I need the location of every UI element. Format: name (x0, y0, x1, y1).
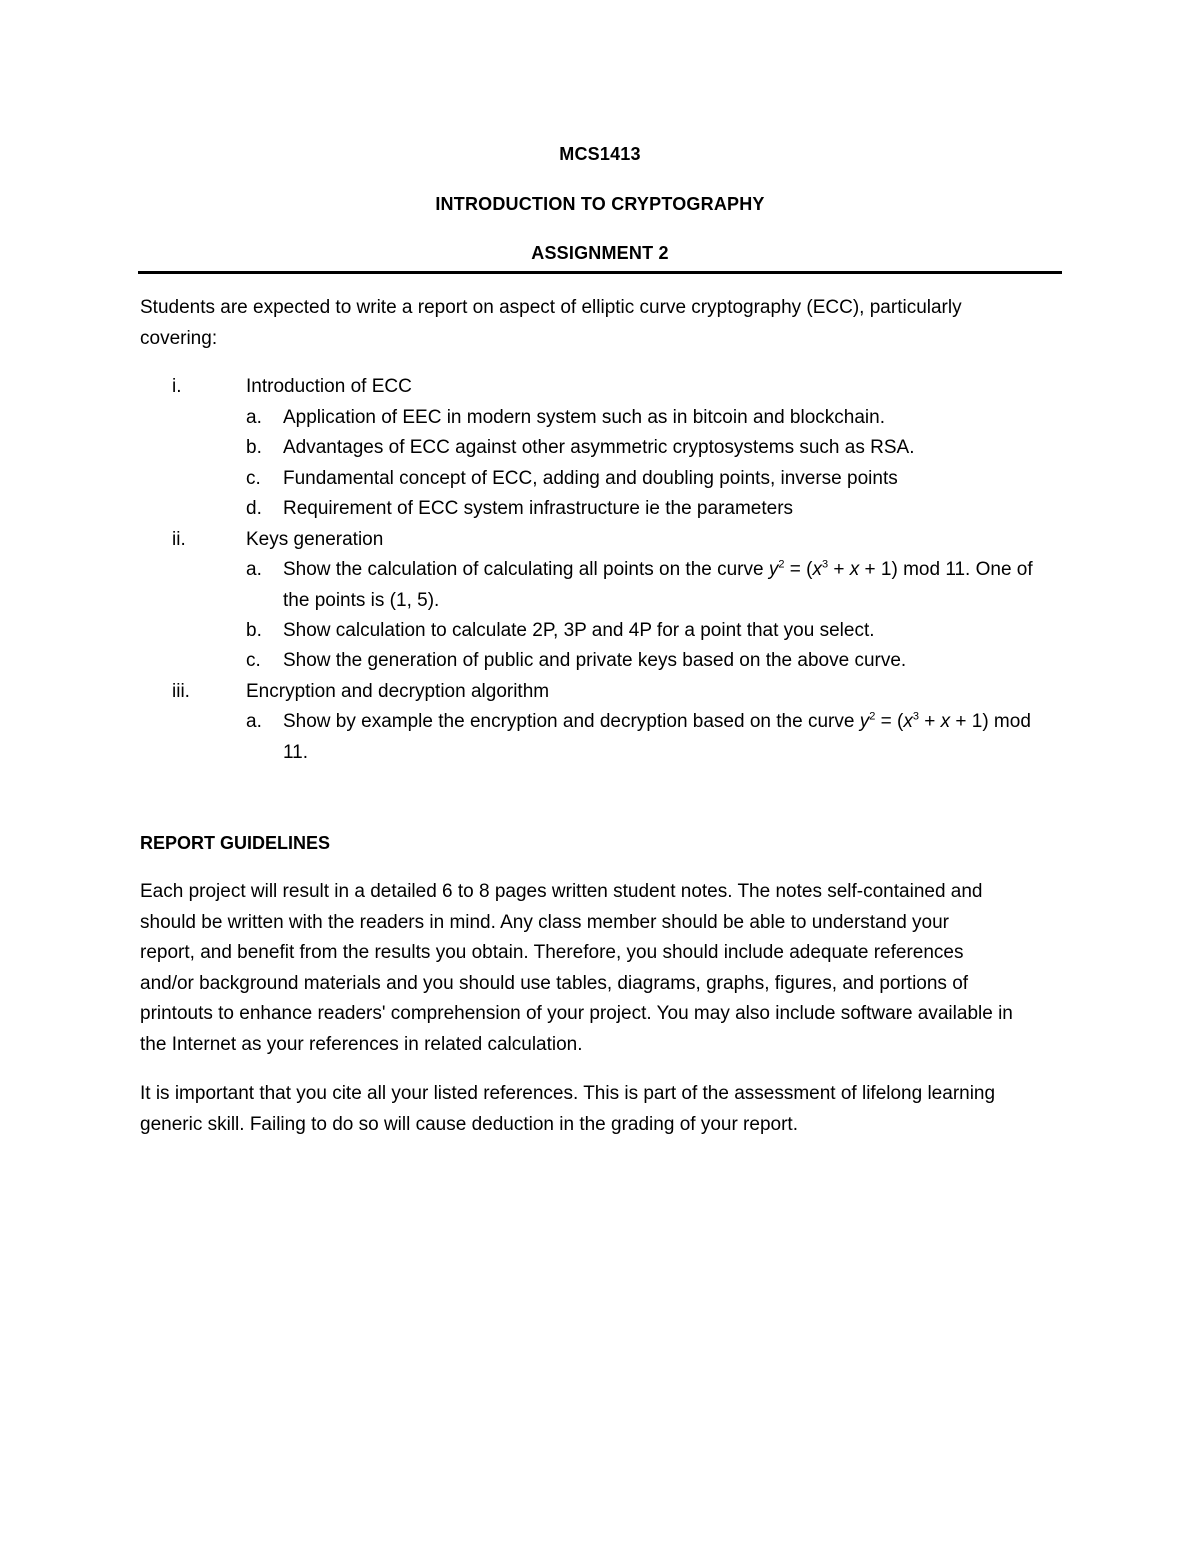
header-divider (138, 271, 1062, 274)
paragraph-line: report, and benefit from the results you obtain. Therefore, you should include adequate references (140, 942, 964, 963)
item-letter: b. (246, 620, 262, 641)
equation-exponent: 3 (821, 558, 829, 571)
equation-var-y: y (768, 559, 779, 580)
section-title: Keys generation (246, 529, 384, 550)
item-text: Show calculation to calculate 2P, 3P and 4P for a point that you select. (283, 620, 875, 641)
equation-exponent: 2 (869, 710, 876, 723)
item-letter: c. (246, 468, 261, 489)
item-line-2: 11. (283, 741, 309, 763)
item-letter: c. (246, 650, 261, 671)
guidelines-paragraph-1 (140, 877, 1062, 1060)
guidelines-paragraph-2 (140, 1079, 1062, 1140)
item-letter: a. (246, 407, 262, 428)
item-letter: b. (246, 437, 262, 458)
paragraph-line: It is important that you cite all your listed references. This is part of the assessment of lifelong learning (140, 1083, 996, 1104)
paragraph-line: should be written with the readers in mind. Any class member should be able to understand your (140, 911, 950, 933)
section-title: Introduction of ECC (246, 376, 412, 397)
section-number: ii. (172, 529, 186, 550)
equation-var-x: x (903, 711, 913, 732)
equation-var-x: x (812, 559, 822, 580)
item-line-1: Show the calculation of calculating all points on the curve $y^2 = (x^3 + x + 1)$ mod 11. One of (283, 558, 1033, 580)
course-code: MCS1413 (559, 144, 641, 164)
section-title: Encryption and decryption algorithm (246, 681, 550, 702)
section-number: iii. (172, 681, 190, 702)
item-text (283, 707, 1062, 768)
paragraph-line: and/or background materials and you should use tables, diagrams, graphs, figures, and portions of (140, 972, 969, 994)
intro-line-1: Students are expected to write a report on aspect of elliptic curve cryptography (ECC), particularly (140, 297, 962, 318)
paragraph-line: printouts to enhance readers' comprehension of your project. You may also include software available in (140, 1003, 1013, 1024)
item-text: Advantages of ECC against other asymmetric cryptosystems such as RSA. (283, 437, 915, 458)
item-letter: d. (246, 498, 262, 519)
equation-exponent: 3 (912, 710, 919, 723)
intro-line-2: covering: (140, 327, 218, 349)
course-title: INTRODUCTION TO CRYPTOGRAPHY (435, 194, 765, 214)
item-text: Show the generation of public and private keys based on the above curve. (283, 650, 907, 671)
assignment-title: ASSIGNMENT 2 (531, 243, 669, 263)
item-letter: a. (246, 559, 262, 580)
item-text: Requirement of ECC system infrastructure ie the parameters (283, 498, 794, 519)
paragraph-line: generic skill. Failing to do so will cause deduction in the grading of your report. (140, 1113, 798, 1135)
item-text (283, 555, 1062, 616)
intro-paragraph (140, 293, 1062, 354)
guidelines-heading: REPORT GUIDELINES (140, 833, 331, 853)
equation-var-x: x (940, 711, 951, 732)
section-number: i. (172, 376, 182, 397)
item-text: Fundamental concept of ECC, adding and doubling points, inverse points (283, 468, 898, 489)
equation-var-y: y (859, 711, 870, 732)
paragraph-line: the Internet as your references in related calculation. (140, 1033, 583, 1055)
item-text: Application of EEC in modern system such as in bitcoin and blockchain. (283, 407, 885, 428)
paragraph-line: Each project will result in a detailed 6 to 8 pages written student notes. The notes self-contained and (140, 881, 983, 902)
equation-var-x: x (849, 559, 860, 580)
item-letter: a. (246, 711, 262, 732)
item-line-2: the points is (1, 5). (283, 589, 440, 611)
equation-exponent: 2 (778, 558, 785, 571)
item-line-1: Show by example the encryption and decryption based on the curve $y^2 = (x^3 + x + 1)$ mod (283, 710, 1031, 732)
